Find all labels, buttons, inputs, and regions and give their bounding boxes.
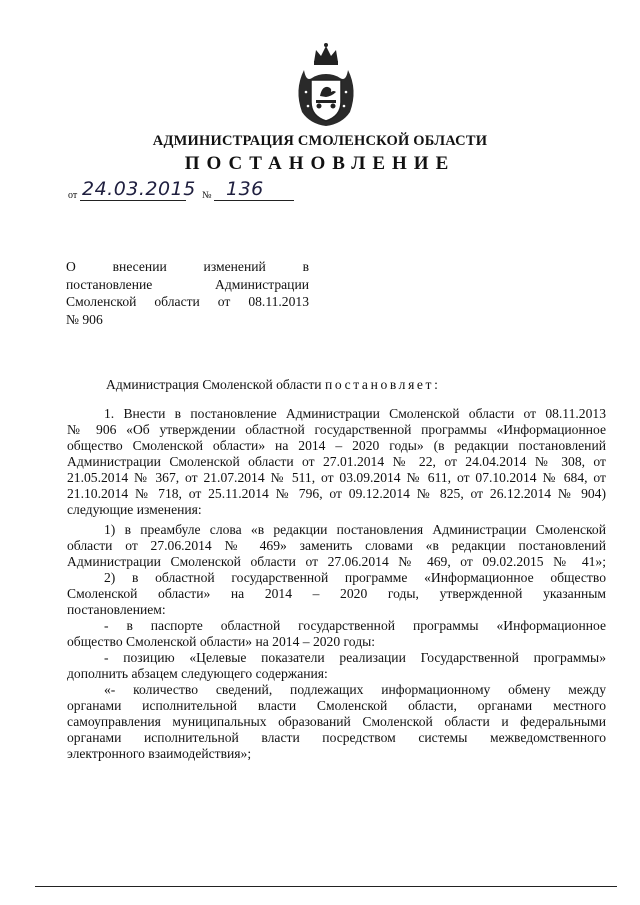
body-line: - в паспорте областной государственной программы «Информационное [104, 618, 606, 633]
body-line: № 906 «Об утверждении областной государственной программы «Информационное [67, 422, 606, 437]
organization-name: АДМИНИСТРАЦИЯ СМОЛЕНСКОЙ ОБЛАСТИ [152, 133, 488, 149]
page-bottom-rule [35, 886, 617, 887]
subject-line: № 906 [66, 311, 103, 327]
intro-prefix: Администрация Смоленской области [106, 377, 322, 392]
number-label: № [202, 190, 212, 201]
handwritten-date: 24.03.2015 [82, 178, 196, 200]
body-line: 1) в преамбуле слова «в редакции постановления Администрации Смоленской [104, 522, 606, 537]
date-underline [80, 200, 186, 201]
body-line: Администрации Смоленской области от 27.01.2014 № 22, от 24.04.2014 № 308, от [67, 454, 606, 469]
document-type-title: ПОСТАНОВЛЕНИЕ [184, 153, 456, 174]
body-line: - позицию «Целевые показатели реализации Государственной программы» [104, 650, 606, 665]
body-line: 21.10.2014 № 718, от 25.11.2014 № 796, от 09.12.2014 № 825, от 26.12.2014 № 904) [67, 486, 606, 501]
body-line: Смоленской области» на 2014 – 2020 годы, утвержденной указанным [67, 586, 606, 601]
body-line: области от 27.06.2014 № 469» заменить словами «в редакции постановлений [67, 538, 606, 553]
body-line: «- количество сведений, подлежащих информационному обмену между [104, 682, 606, 697]
document-subject [66, 258, 309, 328]
handwritten-number: 136 [226, 178, 264, 200]
body-line: 1. Внести в постановление Администрации Смоленской области от 08.11.2013 [104, 406, 606, 421]
resolution-intro [106, 377, 440, 393]
subject-line: О внесении изменений в [66, 259, 309, 274]
intro-resolves: постановляет: [324, 377, 441, 392]
subject-line: постановление Администрации [66, 276, 309, 292]
body-line: постановлением: [67, 602, 166, 617]
body-line: органами исполнительной власти посредством системы межведомственного [67, 730, 606, 745]
body-line: органами исполнительной власти Смоленской области, органами местного [67, 698, 606, 713]
smolensk-coat-of-arms-icon [290, 40, 362, 130]
document-body [67, 406, 606, 762]
date-number-line [68, 178, 308, 204]
body-line: дополнить абзацем следующего содержания: [67, 666, 328, 681]
body-line: 21.05.2014 № 367, от 21.07.2014 № 511, от 03.09.2014 № 611, от 07.10.2014 № 684, от [67, 470, 606, 485]
body-line: 2) в областной государственной программе «Информационное общество [104, 570, 606, 585]
body-line: самоуправления муниципальных образований Смоленской области и федеральными [67, 714, 606, 729]
date-from-label: от [68, 190, 78, 201]
body-line: следующие изменения: [67, 502, 202, 517]
body-line: Администрации Смоленской области от 27.06.2014 № 469, от 09.02.2015 № 41»; [67, 554, 606, 569]
subject-line: Смоленской области от 08.11.2013 [66, 294, 309, 309]
body-line: общество Смоленской области» на 2014 – 2020 годы: [67, 634, 376, 649]
number-underline [214, 200, 294, 201]
body-line: общество Смоленской области» на 2014 – 2020 годы» (в редакции постановлений [67, 438, 606, 453]
body-line: электронного взаимодействия»; [67, 746, 252, 761]
